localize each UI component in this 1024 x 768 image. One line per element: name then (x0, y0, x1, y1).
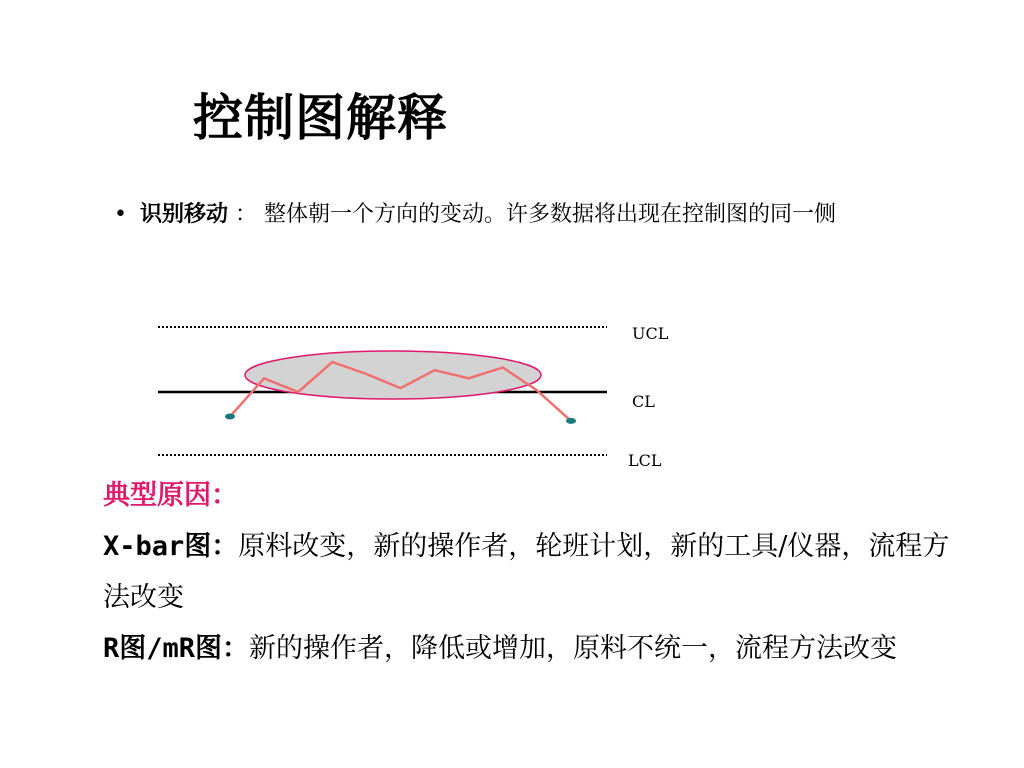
bullet-separator: ： (235, 202, 258, 227)
shift-highlight-ellipse (245, 351, 541, 399)
typical-causes (103, 470, 963, 674)
cause-xbar-text: 原料改变，新的操作者，轮班计划，新的工具/仪器，流程方法改变 (103, 531, 950, 613)
bullet-marker: • (114, 202, 127, 227)
bullet-item (114, 192, 914, 237)
series-endpoint (566, 418, 576, 424)
cause-xbar-label: X-bar图： (103, 531, 239, 562)
cause-r-label: R图/mR图： (103, 633, 250, 664)
lcl-label: LCL (628, 451, 662, 470)
series-endpoint (225, 414, 235, 420)
control-chart-svg (150, 300, 690, 470)
bullet-text: 整体朝一个方向的变动。许多数据将出现在控制图的同一侧 (264, 202, 837, 227)
causes-heading: 典型原因： (103, 480, 238, 511)
cause-xbar (103, 521, 963, 623)
control-chart-diagram (150, 300, 690, 470)
ucl-label: UCL (632, 324, 669, 343)
cause-r (103, 623, 963, 674)
cl-label: CL (632, 392, 655, 411)
slide-title: 控制图解释 (193, 89, 448, 147)
bullet-term: 识别移动 (140, 201, 229, 227)
cause-r-text: 新的操作者，降低或增加，原料不统一，流程方法改变 (249, 633, 898, 664)
